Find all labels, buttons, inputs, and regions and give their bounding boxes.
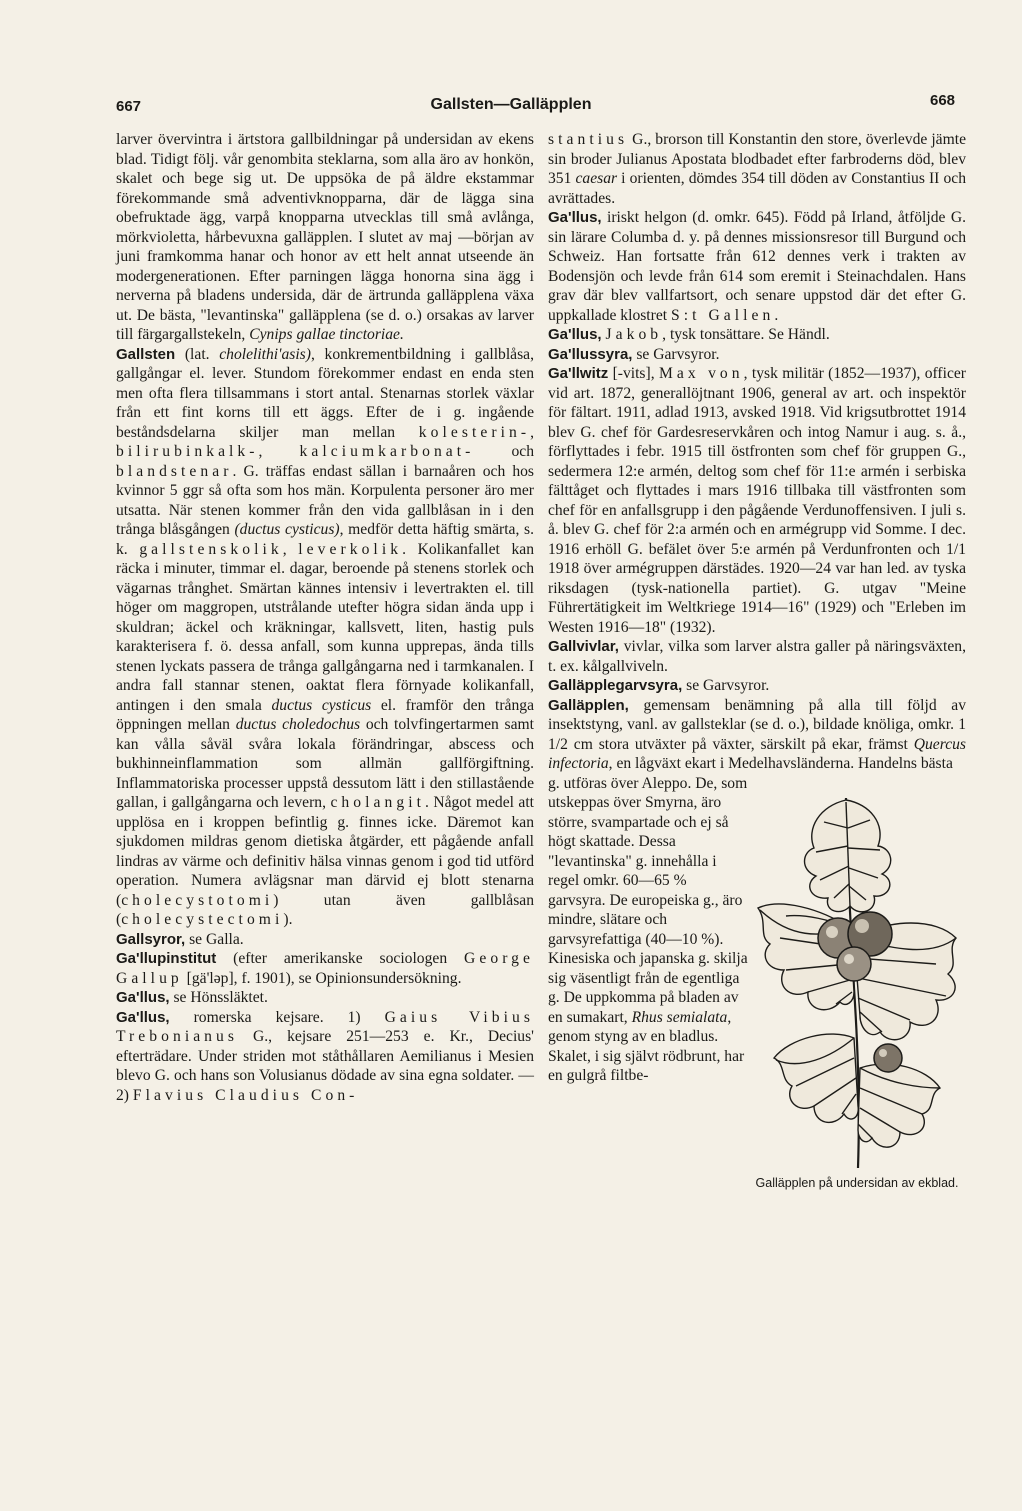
headword: Ga'llus,: [116, 1008, 170, 1026]
figure-caption: Galläpplen på undersidan av ekblad.: [755, 1175, 959, 1190]
gallapplen-paragraph-2: Kinesiska och japanska g. skilja sig väsentligt från de egentliga g. De uppkomma på bladen av en sumakart, Rhus semialata, genom styng av en bladlus. Skalet, i sig självt rödbrunt, har en gulgrå filtbe-: [548, 950, 748, 1084]
right-column: [548, 130, 966, 1190]
gallapplen-wrap: [548, 774, 966, 1190]
entry-gallapplegarvsyra: Galläpplegarvsyra, se Garvsyror.: [548, 677, 770, 694]
entry-gallus-tonsattare: Ga'llus, Jakob, tysk tonsättare. Se Händl.: [548, 326, 830, 343]
headword: Ga'llus,: [548, 209, 602, 226]
entry-gallus-continuation: stantius G., brorson till Konstantin den store, överlevde jämte sin broder Julianus Apostata blodbadet efter farbroderns död, blev 351 caesar i orienten, dömdes 354 till döden av Constantius II och avrättades.: [548, 131, 966, 207]
left-column: [116, 130, 534, 1105]
entry-gallussyra: Ga'llussyra, se Garvsyror.: [548, 345, 720, 363]
headword: Gallvivlar,: [548, 638, 619, 655]
headword: Gallsyror,: [116, 930, 186, 948]
headword: Gallsten: [116, 345, 176, 363]
entry-gallus-kejsare: Ga'llus, romerska kejsare. 1) Gaius Vibius Trebonianus G., kejsare 251—253 e. Kr., Decius' efterträdare. Under striden mot ståthållaren Aemilianus i Mesien blevo G. och hans son Volusianus dödade av sina egna soldater. — 2) Flavius Claudius Con-: [116, 1008, 534, 1104]
entry-gallupinstitut: Ga'llupinstitut (efter amerikanske sociologen George Gallup [gä'ləp], f. 1901), se Opinionsundersökning.: [116, 950, 534, 987]
gallapplen-wrap-text: [548, 774, 748, 1086]
running-title: Gallsten—Galläpplen: [430, 96, 592, 113]
right-page-number: 668: [930, 92, 956, 109]
page-header: [0, 92, 1022, 116]
entry-gallsten: Gallsten (lat. cholelithi'asis), konkrementbildning i gallblåsa, gallgångar el. lever. Stundom förekommer endast en enda sten men ofta flera tillsammans i stort antal. Stenarnas storlek växlar från ett fint korns till ett äggs. Efter de i g. ingående beståndsdelarna skiljer man mellan kolesterin-, bilirubinkalk-, kalciumkarbonat- och blandstenar. G. träffas endast sällan i barnaåren och hos kvinnor 5 ggr så ofta som hos män. Korpulenta personer äro mer utsatta. När stenen kommer från den vida gallblåsan in i den trånga blåsgången (ductus cysticus), medför detta häftig smärta, s. k. gallstenskolik, leverkolik. Kolikanfallet kan räcka i minuter, timmar el. dagar, beroende på stenens storlek och vägarnas trånghet. Smärtan kännes intensiv i levertrakten el. till höger om maggropen, utstrålande utefter högra sidan ända upp i skuldran; äckel och kräkningar, kallsvett, liten, hastig puls karakterisera f. ö. dessa anfall, som kunna upprepas, ända tills stenen lyckats passera de trånga gallgångarna ned i tarmkanalen. I andra fall stannar stenen, oaktat flera förnyade kolikanfall, antingen i den smala ductus cysticus el. framför den trånga öppningen mellan ductus choledochus och tolvfingertarmen samt kan vålla såväl svåra lokala förändringar, abscess och bukhinneinflammation som allmän gallförgiftning. Inflammatoriska processer uppstå dessutom lätt i den stillastående gallan, i gallgångarna och levern, cholangit. Något medel att upplösa en i kroppen befintlig g. finnes icke. Däremot kan sjukdomen mildras genom dietiska åtgärder, ett pågående anfall lindras av värme och definitiv hälsa vinnas genom i god tid utförd operation. Numera avlägsnar man därvid ej blott stenarna (cholecystotomi) utan även gallblåsan (cholecystectomi).: [116, 345, 535, 928]
entry-gallus-helgon: Ga'llus, iriskt helgon (d. omkr. 645). Född på Irland, åtföljde G. sin lärare Columba d. y. på dennes missionsresor till Burgund och Schweiz. Han fortsatte från 612 dennes verk i trakten av Bodensjön och levde från 614 som eremit i Steinachdalen. Hans grav där blev vallfartsort, och senare uppstod där det efter G. uppkallade klostret S:t Gallen.: [548, 209, 966, 324]
oak-leaf-galls-icon: [750, 788, 964, 1174]
entry-continuation: larver övervintra i ärtstora gallbildningar på undersidan av ekens blad. Tidigt följ. vår genombita steklarna, som alla äro av honkön, skalet och bege sig ut. De uppsöka de på äldre ekstammar förekommande små adventivknopparna, där de lägga sina obefruktade ägg, varpå knopparna utvecklas till små avlånga, mörkvioletta, hårbevuxna galläpplen. I slutet av maj —början av juni framkomma hanar och honor av ett helt annat utseende än modergenerationen. Efter parningen lägga honorna sina ägg i nerverna på bladens undersida, där de ärtrunda galläpplena växa ut. De bästa, "levantinska" galläpplena (se d. o.) orsakas av larver till färgargallstekeln, Cynips gallae tinctoriae.: [116, 131, 534, 343]
headword: Ga'llwitz: [548, 365, 609, 382]
headword: Ga'llus,: [548, 326, 602, 343]
headword: Ga'llussyra,: [548, 345, 633, 363]
entry-gallvivlar: Gallvivlar, vivlar, vilka som larver alstra galler på näringsväxten, t. ex. kålgallviveln.: [548, 638, 966, 675]
headword: Galläpplegarvsyra,: [548, 677, 683, 694]
left-page-number: 667: [116, 98, 142, 115]
entry-gallsyror: Gallsyror, se Galla.: [116, 930, 244, 948]
gallapplen-paragraph-1: g. utföras över Aleppo. De, som utskeppas över Smyrna, äro större, svampartade och ej så högt skattade. Dessa "levantinska" g. innehålla i regel omkr. 60—65 % garvsyra. De europeiska g., äro mindre, slätare och garvsyrefattiga (40—10 %).: [548, 774, 748, 948]
gall-figure: [748, 774, 966, 1190]
entry-gallwitz: Ga'llwitz [-vits], Max von, tysk militär (1852—1937), officer vid art. 1872, generallöjtnant 1906, general av art. och inspektör för fältart. 1911, adlad 1913, avsked 1918. Vid krigsutbrottet 1914 blev G. chef för Gardesreservkåren och intog Namur i aug. s. å., förflyttades i febr. 1915 till östfronten som chef för gruppen G., sedermera 12:e armén, deltog som chef för 11:e armén i serbiska fälttåget och flyttades i mars 1916 tillbaka till västfronten som chef för en anfallsgrupp i den pågående Verdunoffensiven. I juli s. å. blev G. chef för 2:a armén och en armégrupp vid Somme. I dec. 1916 erhöll G. befälet över 5:e armén på Verdunfronten och 1/1 1918 över armégruppen därstädes. 1920—24 var han led. av tyska riksdagen (tysk-nationella partiet). G. utgav "Meine Führertätigkeit im Weltkriege 1914—16" (1929) och "Erleben im Westen 1916—18" (1932).: [548, 365, 966, 636]
headword: Galläpplen,: [548, 696, 629, 714]
entry-gallus-hons: Ga'llus, se Hönssläktet.: [116, 989, 268, 1006]
headword: Ga'llus,: [116, 989, 170, 1006]
headword: Ga'llupinstitut: [116, 950, 217, 967]
entry-gallapplen: Galläpplen, gemensam benämning på alla till följd av insektstyng, vanl. av gallsteklar (se d. o.), bildade knöliga, omkr. 1 1/2 cm stora utväxter på växter, särskilt på ekar, främst Quercus infectoria, en lågväxt ekart i Medelhavsländerna. Handelns bästa: [548, 696, 966, 772]
